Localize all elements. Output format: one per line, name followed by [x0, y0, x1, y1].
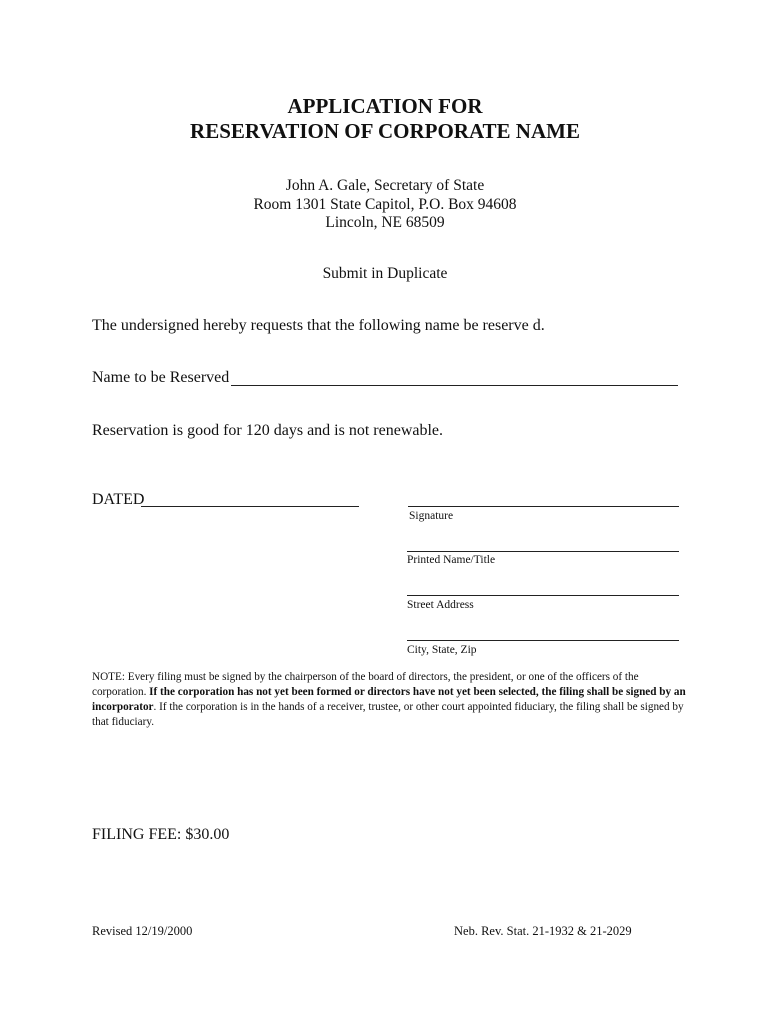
signature-caption: Signature	[409, 510, 454, 522]
signature-field[interactable]	[408, 506, 679, 507]
note-text-bold: If the corporation has not yet been formed or directors have not yet been selected, the filing shall be signed by an incorporator	[92, 686, 686, 713]
filing-fee: FILING FEE: $30.00	[92, 826, 230, 843]
dated-field[interactable]	[141, 506, 359, 507]
request-statement: The undersigned hereby requests that the following name be reserve d.	[92, 317, 545, 334]
submit-note: Submit in Duplicate	[322, 265, 448, 282]
form-title-line2: RESERVATION OF CORPORATE NAME	[190, 119, 580, 143]
street-address-field[interactable]	[407, 595, 679, 596]
name-to-reserve-label: Name to be Reserved	[92, 369, 230, 386]
dated-label: DATED	[92, 491, 145, 508]
note-text-2: . If the corporation is in the hands of a receiver, trustee, or other court appointed fiduciary, the filing shall be signed by that fiduciary.	[92, 701, 684, 728]
address-line2: Room 1301 State Capitol, P.O. Box 94608	[253, 196, 517, 213]
city-state-zip-caption: City, State, Zip	[407, 644, 477, 656]
form-title-line1: APPLICATION FOR	[287, 94, 483, 118]
revised-date: Revised 12/19/2000	[92, 924, 193, 938]
statute-reference: Neb. Rev. Stat. 21-1932 & 21-2029	[454, 924, 632, 938]
name-to-reserve-field[interactable]	[231, 385, 678, 386]
signing-note	[92, 670, 692, 730]
note-text-1: NOTE: Every filing must be signed by the chairperson of the board of directors, the president, or one of the officers of the corporation.	[92, 671, 639, 698]
printed-name-caption: Printed Name/Title	[407, 554, 496, 566]
street-address-caption: Street Address	[407, 599, 474, 611]
printed-name-field[interactable]	[407, 551, 679, 552]
city-state-zip-field[interactable]	[407, 640, 679, 641]
address-line1: John A. Gale, Secretary of State	[285, 177, 485, 194]
address-line3: Lincoln, NE 68509	[325, 214, 445, 231]
reservation-info: Reservation is good for 120 days and is not renewable.	[92, 422, 444, 439]
